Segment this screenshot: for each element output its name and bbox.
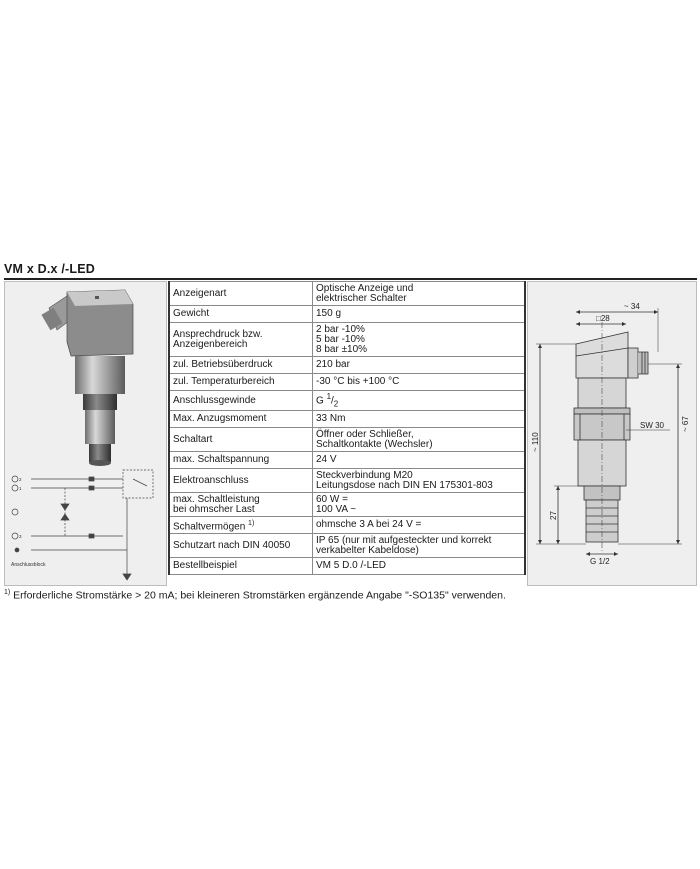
- spec-label: [169, 411, 313, 428]
- spec-label-line: Gewicht: [173, 308, 210, 319]
- spec-label: [169, 374, 313, 391]
- spec-value: [313, 493, 526, 517]
- pin-2-label: 2: [19, 477, 22, 482]
- fraction-numerator: 1: [326, 392, 332, 401]
- thread-label: G 1/2: [590, 557, 610, 566]
- spec-value-line: Schaltkontakte (Wechsler): [316, 438, 433, 450]
- spec-row: [169, 391, 525, 411]
- spec-row: [169, 357, 525, 374]
- spec-value: [313, 357, 526, 374]
- spec-value-line: Leitungsdose nach DIN EN 175301-803: [316, 479, 493, 491]
- footnote-ref: 1): [248, 519, 255, 527]
- spec-table-body: [169, 282, 525, 575]
- spec-label-line: zul. Betriebsüberdruck: [173, 359, 273, 370]
- spec-label: [169, 323, 313, 357]
- spec-label: [169, 493, 313, 517]
- dimension-drawing: [528, 282, 696, 585]
- spec-label-line: Max. Anzugsmoment: [173, 413, 267, 425]
- thread-prefix: G: [316, 395, 327, 407]
- spec-value: [313, 411, 526, 428]
- spec-table: [168, 281, 526, 575]
- spec-value-line: Steckverbindung M20: [316, 469, 413, 481]
- spec-value: [313, 452, 526, 469]
- page-title: VM x D.x /-LED: [4, 262, 96, 276]
- spec-value: [313, 428, 526, 452]
- spec-value-line: IP 65 (nur mit aufgesteckter und korrekt: [316, 534, 492, 546]
- spec-label: [169, 357, 313, 374]
- spec-row: [169, 493, 525, 517]
- pin-1-label: 1: [19, 486, 22, 491]
- spec-value-line: Öffner oder Schließer,: [316, 428, 414, 440]
- spec-row: [169, 517, 525, 534]
- spec-value: [313, 534, 526, 558]
- spec-value: [313, 323, 526, 357]
- spec-label-line: Anschlussgewinde: [173, 394, 256, 406]
- spec-row: [169, 469, 525, 493]
- spec-row: [169, 374, 525, 391]
- spec-label-line: Schaltvermögen: [173, 520, 246, 532]
- spec-label-line: max. Schaltleistung: [173, 493, 260, 505]
- spec-row: [169, 411, 525, 428]
- spec-label: [169, 469, 313, 493]
- spec-label-line: Schaltart: [173, 433, 213, 445]
- spec-value-line: 24 V: [316, 454, 337, 466]
- spec-value-line: Optische Anzeige und: [316, 282, 414, 294]
- product-illustration: [5, 282, 166, 585]
- spec-value-line: 100 VA ~: [316, 503, 357, 515]
- device-body: [75, 356, 125, 466]
- spec-value-line: 8 bar ±10%: [316, 343, 368, 355]
- spec-value: [313, 282, 526, 306]
- footnote-text: Erforderliche Stromstärke > 20 mA; bei kleineren Stromstärken ergänzende Angabe "-SO135" verwenden.: [10, 589, 506, 602]
- title-rule: [4, 278, 697, 280]
- spec-row: [169, 306, 525, 323]
- spec-label-line: Ansprechdruck bzw.: [173, 328, 263, 340]
- spec-label-line: Bestellbeispiel: [173, 560, 237, 572]
- product-image-panel: [4, 281, 167, 586]
- wrench-size-label: SW 30: [640, 421, 665, 430]
- spec-value: [313, 469, 526, 493]
- spec-label-line: bei ohmscher Last: [173, 503, 255, 515]
- dim-width-label: ~ 34: [624, 302, 640, 311]
- spec-label: [169, 391, 313, 411]
- dim-lower-label: 27: [549, 511, 558, 520]
- spec-value: [313, 306, 526, 323]
- spec-row: [169, 428, 525, 452]
- schematic-caption: Anschlussblock: [11, 562, 46, 568]
- spec-label: [169, 306, 313, 323]
- spec-value-line: 2 bar -10%: [316, 323, 365, 335]
- spec-value: [313, 374, 526, 391]
- spec-label: [169, 452, 313, 469]
- spec-label: [169, 428, 313, 452]
- fraction-denominator: 2: [333, 399, 339, 409]
- spec-value-line: 60 W =: [316, 493, 348, 505]
- spec-label-line: Elektroanschluss: [173, 474, 249, 486]
- spec-label: [169, 517, 313, 534]
- spec-value-line: 210 bar: [316, 359, 350, 370]
- spec-row: [169, 558, 525, 575]
- spec-row: [169, 282, 525, 306]
- spec-label-line: Anzeigenbereich: [173, 338, 248, 350]
- spec-label: [169, 282, 313, 306]
- spec-value: [313, 391, 526, 411]
- spec-label-line: zul. Temperaturbereich: [173, 376, 275, 387]
- device-head: [67, 290, 133, 356]
- spec-label-line: Schutzart nach DIN 40050: [173, 539, 291, 551]
- dim-square-label: □28: [596, 314, 610, 323]
- dim-height-label: ~ 110: [531, 432, 540, 452]
- spec-value: [313, 558, 526, 575]
- spec-row: [169, 452, 525, 469]
- footnote: [4, 589, 506, 602]
- spec-value-line: -30 °C bis +100 °C: [316, 376, 400, 387]
- footnote-marker: 1): [4, 589, 11, 596]
- spec-label: [169, 534, 313, 558]
- spec-value-line: VM 5 D.0 /-LED: [316, 560, 387, 572]
- dimension-drawing-panel: [527, 281, 697, 586]
- spec-label: [169, 558, 313, 575]
- fraction-slash: /: [331, 395, 334, 407]
- spec-value-line: 33 Nm: [316, 413, 346, 425]
- pin-3-label: 3: [19, 534, 22, 539]
- spec-value-line: 5 bar -10%: [316, 333, 365, 345]
- spec-row: [169, 534, 525, 558]
- spec-value-line: verkabelter Kabeldose): [316, 544, 419, 556]
- spec-label-line: Anzeigenart: [173, 287, 227, 299]
- spec-value-line: ohmsche 3 A bei 24 V =: [316, 519, 422, 531]
- spec-value: [313, 517, 526, 534]
- dim-upper-label: ~ 67: [681, 416, 690, 432]
- spec-value-line: 150 g: [316, 308, 342, 319]
- spec-row: [169, 323, 525, 357]
- spec-value-line: elektrischer Schalter: [316, 292, 407, 304]
- spec-label-line: max. Schaltspannung: [173, 454, 270, 466]
